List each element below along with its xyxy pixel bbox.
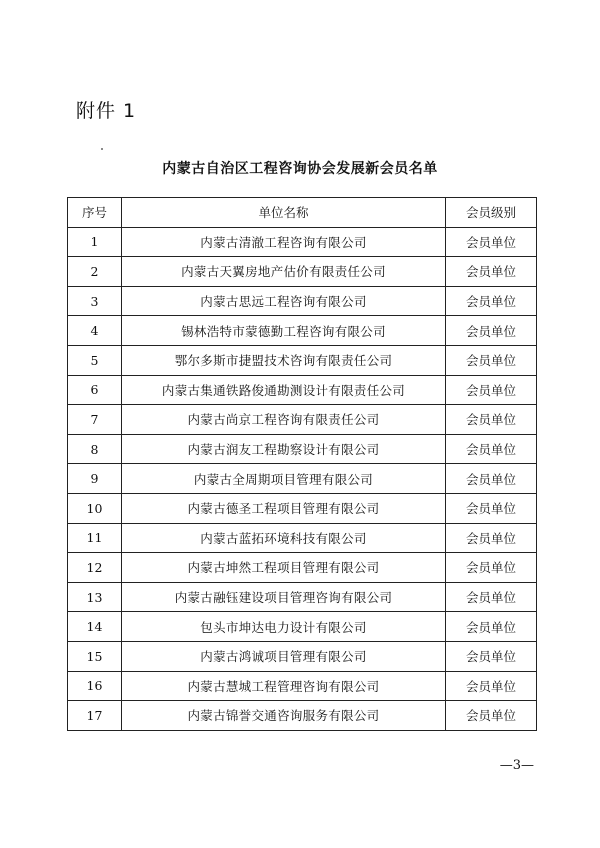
- row-number: 2: [68, 257, 122, 287]
- member-level: 会员单位: [446, 257, 537, 287]
- row-number: 8: [68, 434, 122, 464]
- member-level: 会员单位: [446, 553, 537, 583]
- row-number: 5: [68, 345, 122, 375]
- unit-name: 内蒙古全周期项目管理有限公司: [122, 464, 446, 494]
- unit-name: 鄂尔多斯市捷盟技术咨询有限责任公司: [122, 345, 446, 375]
- table-row: [68, 701, 537, 731]
- row-number: 3: [68, 286, 122, 316]
- member-level: 会员单位: [446, 671, 537, 701]
- table-header-row: [68, 198, 537, 228]
- unit-name: 内蒙古鸿诚项目管理有限公司: [122, 641, 446, 671]
- row-number: 15: [68, 641, 122, 671]
- table-row: [68, 582, 537, 612]
- unit-name: 锡林浩特市蒙德勤工程咨询有限公司: [122, 316, 446, 346]
- unit-name: 内蒙古坤然工程项目管理有限公司: [122, 553, 446, 583]
- table-row: [68, 434, 537, 464]
- unit-name: 内蒙古德圣工程项目管理有限公司: [122, 493, 446, 523]
- member-level: 会员单位: [446, 582, 537, 612]
- unit-name: 内蒙古融钰建设项目管理咨询有限公司: [122, 582, 446, 612]
- table-row: [68, 641, 537, 671]
- row-number: 17: [68, 701, 122, 731]
- table-row: [68, 345, 537, 375]
- table-row: [68, 375, 537, 405]
- table-row: [68, 464, 537, 494]
- table-row: [68, 553, 537, 583]
- row-number: 7: [68, 405, 122, 435]
- member-level: 会员单位: [446, 345, 537, 375]
- member-level: 会员单位: [446, 286, 537, 316]
- row-number: 16: [68, 671, 122, 701]
- attachment-label: 附件 1: [76, 100, 137, 122]
- table-row: [68, 316, 537, 346]
- unit-name: 包头市坤达电力设计有限公司: [122, 612, 446, 642]
- table-row: [68, 405, 537, 435]
- table-row: [68, 612, 537, 642]
- header-number: 序号: [68, 198, 122, 228]
- table-row: [68, 227, 537, 257]
- speck-mark: [101, 148, 103, 150]
- member-level: 会员单位: [446, 227, 537, 257]
- header-member-level: 会员级别: [446, 198, 537, 228]
- table-row: [68, 286, 537, 316]
- table-row: [68, 671, 537, 701]
- document-title: 内蒙古自治区工程咨询协会发展新会员名单: [162, 161, 438, 177]
- row-number: 11: [68, 523, 122, 553]
- member-level: 会员单位: [446, 612, 537, 642]
- unit-name: 内蒙古尚京工程咨询有限责任公司: [122, 405, 446, 435]
- row-number: 4: [68, 316, 122, 346]
- unit-name: 内蒙古集通铁路俊通勘测设计有限责任公司: [122, 375, 446, 405]
- member-level: 会员单位: [446, 701, 537, 731]
- unit-name: 内蒙古锦誉交通咨询服务有限公司: [122, 701, 446, 731]
- table-row: [68, 493, 537, 523]
- member-level: 会员单位: [446, 464, 537, 494]
- row-number: 14: [68, 612, 122, 642]
- row-number: 1: [68, 227, 122, 257]
- member-level: 会员单位: [446, 434, 537, 464]
- member-level: 会员单位: [446, 375, 537, 405]
- member-level: 会员单位: [446, 316, 537, 346]
- member-level: 会员单位: [446, 405, 537, 435]
- unit-name: 内蒙古清澈工程咨询有限公司: [122, 227, 446, 257]
- table-row: [68, 523, 537, 553]
- unit-name: 内蒙古蓝拓环境科技有限公司: [122, 523, 446, 553]
- row-number: 9: [68, 464, 122, 494]
- header-unit-name: 单位名称: [122, 198, 446, 228]
- unit-name: 内蒙古慧城工程管理咨询有限公司: [122, 671, 446, 701]
- member-table: [67, 197, 537, 731]
- page-number: —3—: [499, 758, 534, 773]
- unit-name: 内蒙古润友工程勘察设计有限公司: [122, 434, 446, 464]
- row-number: 13: [68, 582, 122, 612]
- member-level: 会员单位: [446, 641, 537, 671]
- row-number: 12: [68, 553, 122, 583]
- member-level: 会员单位: [446, 493, 537, 523]
- row-number: 10: [68, 493, 122, 523]
- member-level: 会员单位: [446, 523, 537, 553]
- table-row: [68, 257, 537, 287]
- unit-name: 内蒙古天翼房地产估价有限责任公司: [122, 257, 446, 287]
- unit-name: 内蒙古思远工程咨询有限公司: [122, 286, 446, 316]
- row-number: 6: [68, 375, 122, 405]
